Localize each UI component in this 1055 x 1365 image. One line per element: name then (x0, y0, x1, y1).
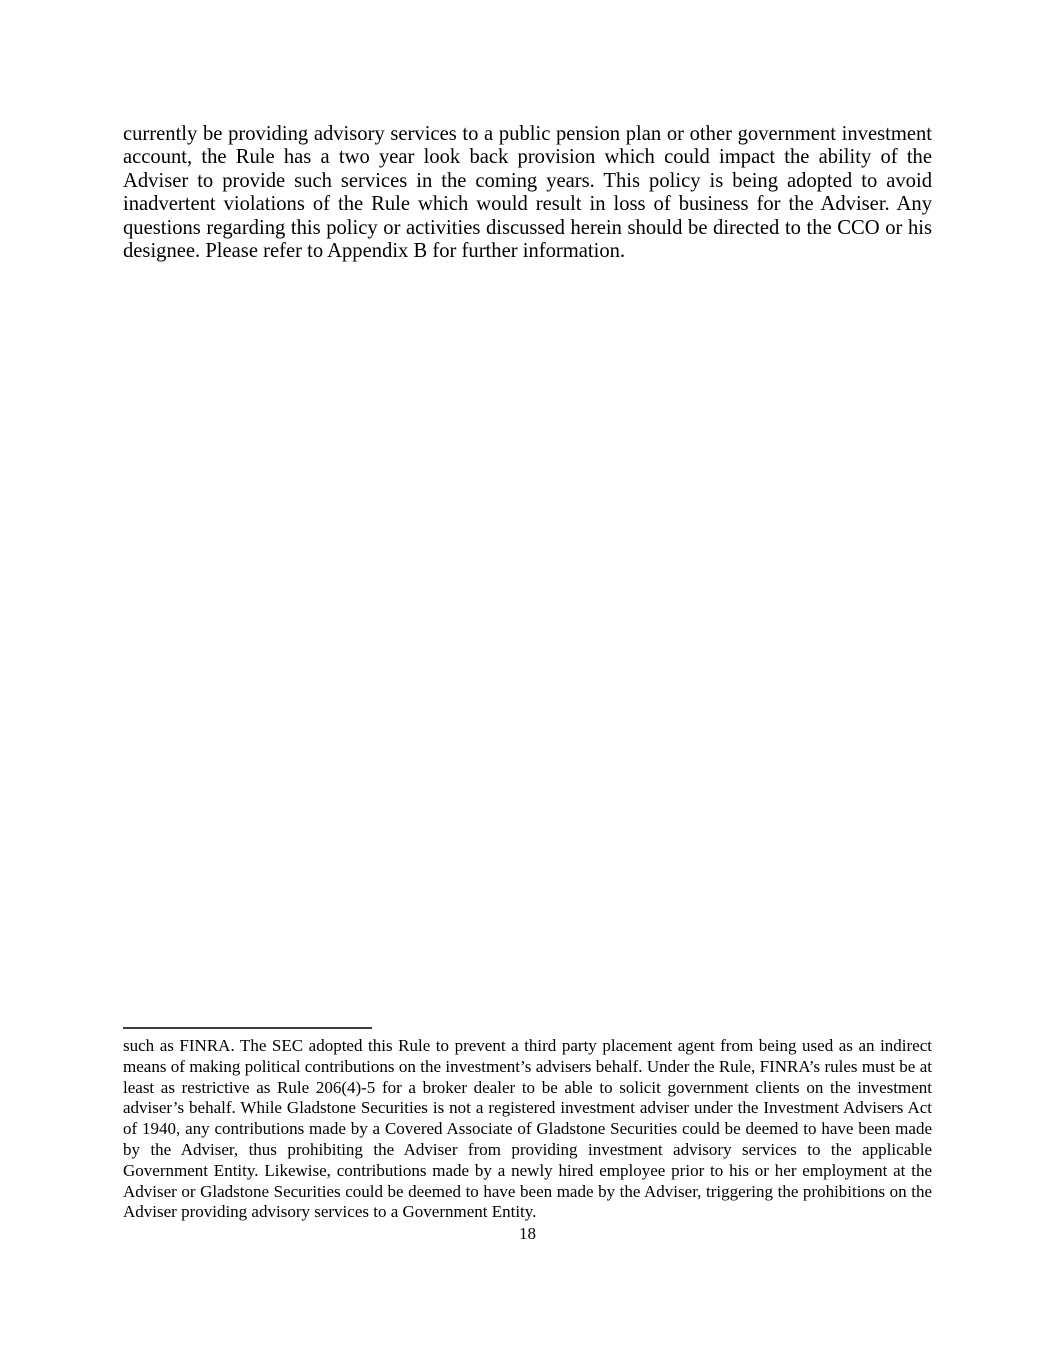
page-number: 18 (519, 1224, 536, 1244)
footnote-area (123, 1036, 932, 1245)
footnote-separator (123, 1027, 372, 1029)
body-paragraph: currently be providing advisory services to a public pension plan or other government investment account, the Rule has a two year look back provision which could impact the ability of the Adviser to provide such services in the coming years. This policy is being adopted to avoid inadvertent violations of the Rule which would result in loss of business for the Adviser. Any questions regarding this policy or activities discussed herein should be directed to the CCO or his designee. Please refer to Appendix B for further information. (123, 123, 932, 263)
footnote-text: such as FINRA. The SEC adopted this Rule to prevent a third party placement agent from being used as an indirect means of making political contributions on the investment’s advisers behalf. Under the Rule, FINRA’s rules must be at least as restrictive as Rule 206(4)-5 for a broker dealer to be able to solicit government clients on the investment adviser’s behalf. While Gladstone Securities is not a registered investment adviser under the Investment Advisers Act of 1940, any contributions made by a Covered Associate of Gladstone Securities could be deemed to have been made by the Adviser, thus prohibiting the Adviser from providing investment advisory services to the applicable Government Entity. Likewise, contributions made by a newly hired employee prior to his or her employment at the Adviser or Gladstone Securities could be deemed to have been made by the Adviser, triggering the prohibitions on the Adviser providing advisory services to a Government Entity. (123, 1036, 932, 1222)
